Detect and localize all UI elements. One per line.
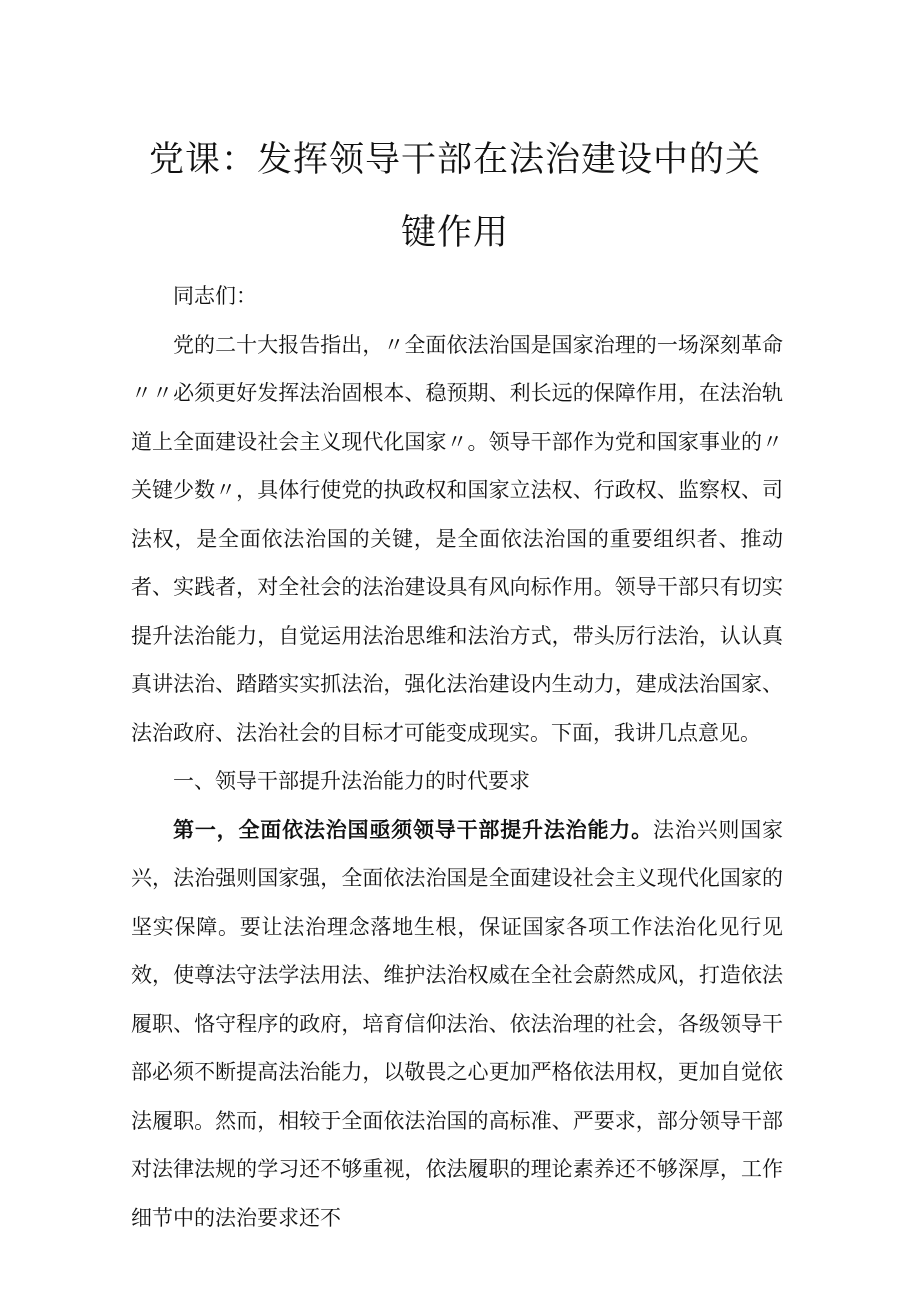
document-body xyxy=(131,272,783,1242)
first-point-lead: 第一，全面依法治国亟须领导干部提升法治能力。 xyxy=(173,817,653,842)
salutation: 同志们： xyxy=(173,284,257,308)
first-point-text: 法治兴则国家兴，法治强则国家强，全面依法治国是全面建设社会主义现代化国家的坚实保障。要让法治理念落地生根，保证国家各项工作法治化见行见效，使尊法守法学法用法、维护法治权威在全社会蔚然成风，打造依法履职、恪守程序的政府，培育信仰法治、依法治理的社会，各级领导干部必须不断提高法治能力，以敬畏之心更加严格依法用权，更加自觉依法履职。然而，相较于全面依法治国的高标准、严要求，部分领导干部对法律法规的学习还不够重视，依法履职的理论素养还不够深厚，工作细节中的法治要求还不 xyxy=(131,817,784,1230)
section-heading: 一、领导干部提升法治能力的时代要求 xyxy=(173,769,530,793)
intro-paragraph: 党的二十大报告指出，〃全面依法治国是国家治理的一场深刻革命〃〃必须更好发挥法治固根本、稳预期、利长远的保障作用，在法治轨道上全面建设社会主义现代化国家〃。领导干部作为党和国家事业的〃关键少数〃，具体行使党的执政权和国家立法权、行政权、监察权、司法权，是全面依法治国的关键，是全面依法治国的重要组织者、推动者、实践者，对全社会的法治建设具有风向标作用。领导干部只有切实提升法治能力，自觉运用法治思维和法治方式，带头厉行法治，认认真真讲法治、踏踏实实抓法治，强化法治建设内生动力，建成法治国家、法治政府、法治社会的目标才可能变成现实。下面，我讲几点意见。 xyxy=(131,332,783,745)
first-point-paragraph xyxy=(131,806,783,1243)
document-title-line-1: 党课：发挥领导干部在法治建设中的关 xyxy=(148,140,761,180)
document-title-line-2: 键作用 xyxy=(400,213,509,253)
